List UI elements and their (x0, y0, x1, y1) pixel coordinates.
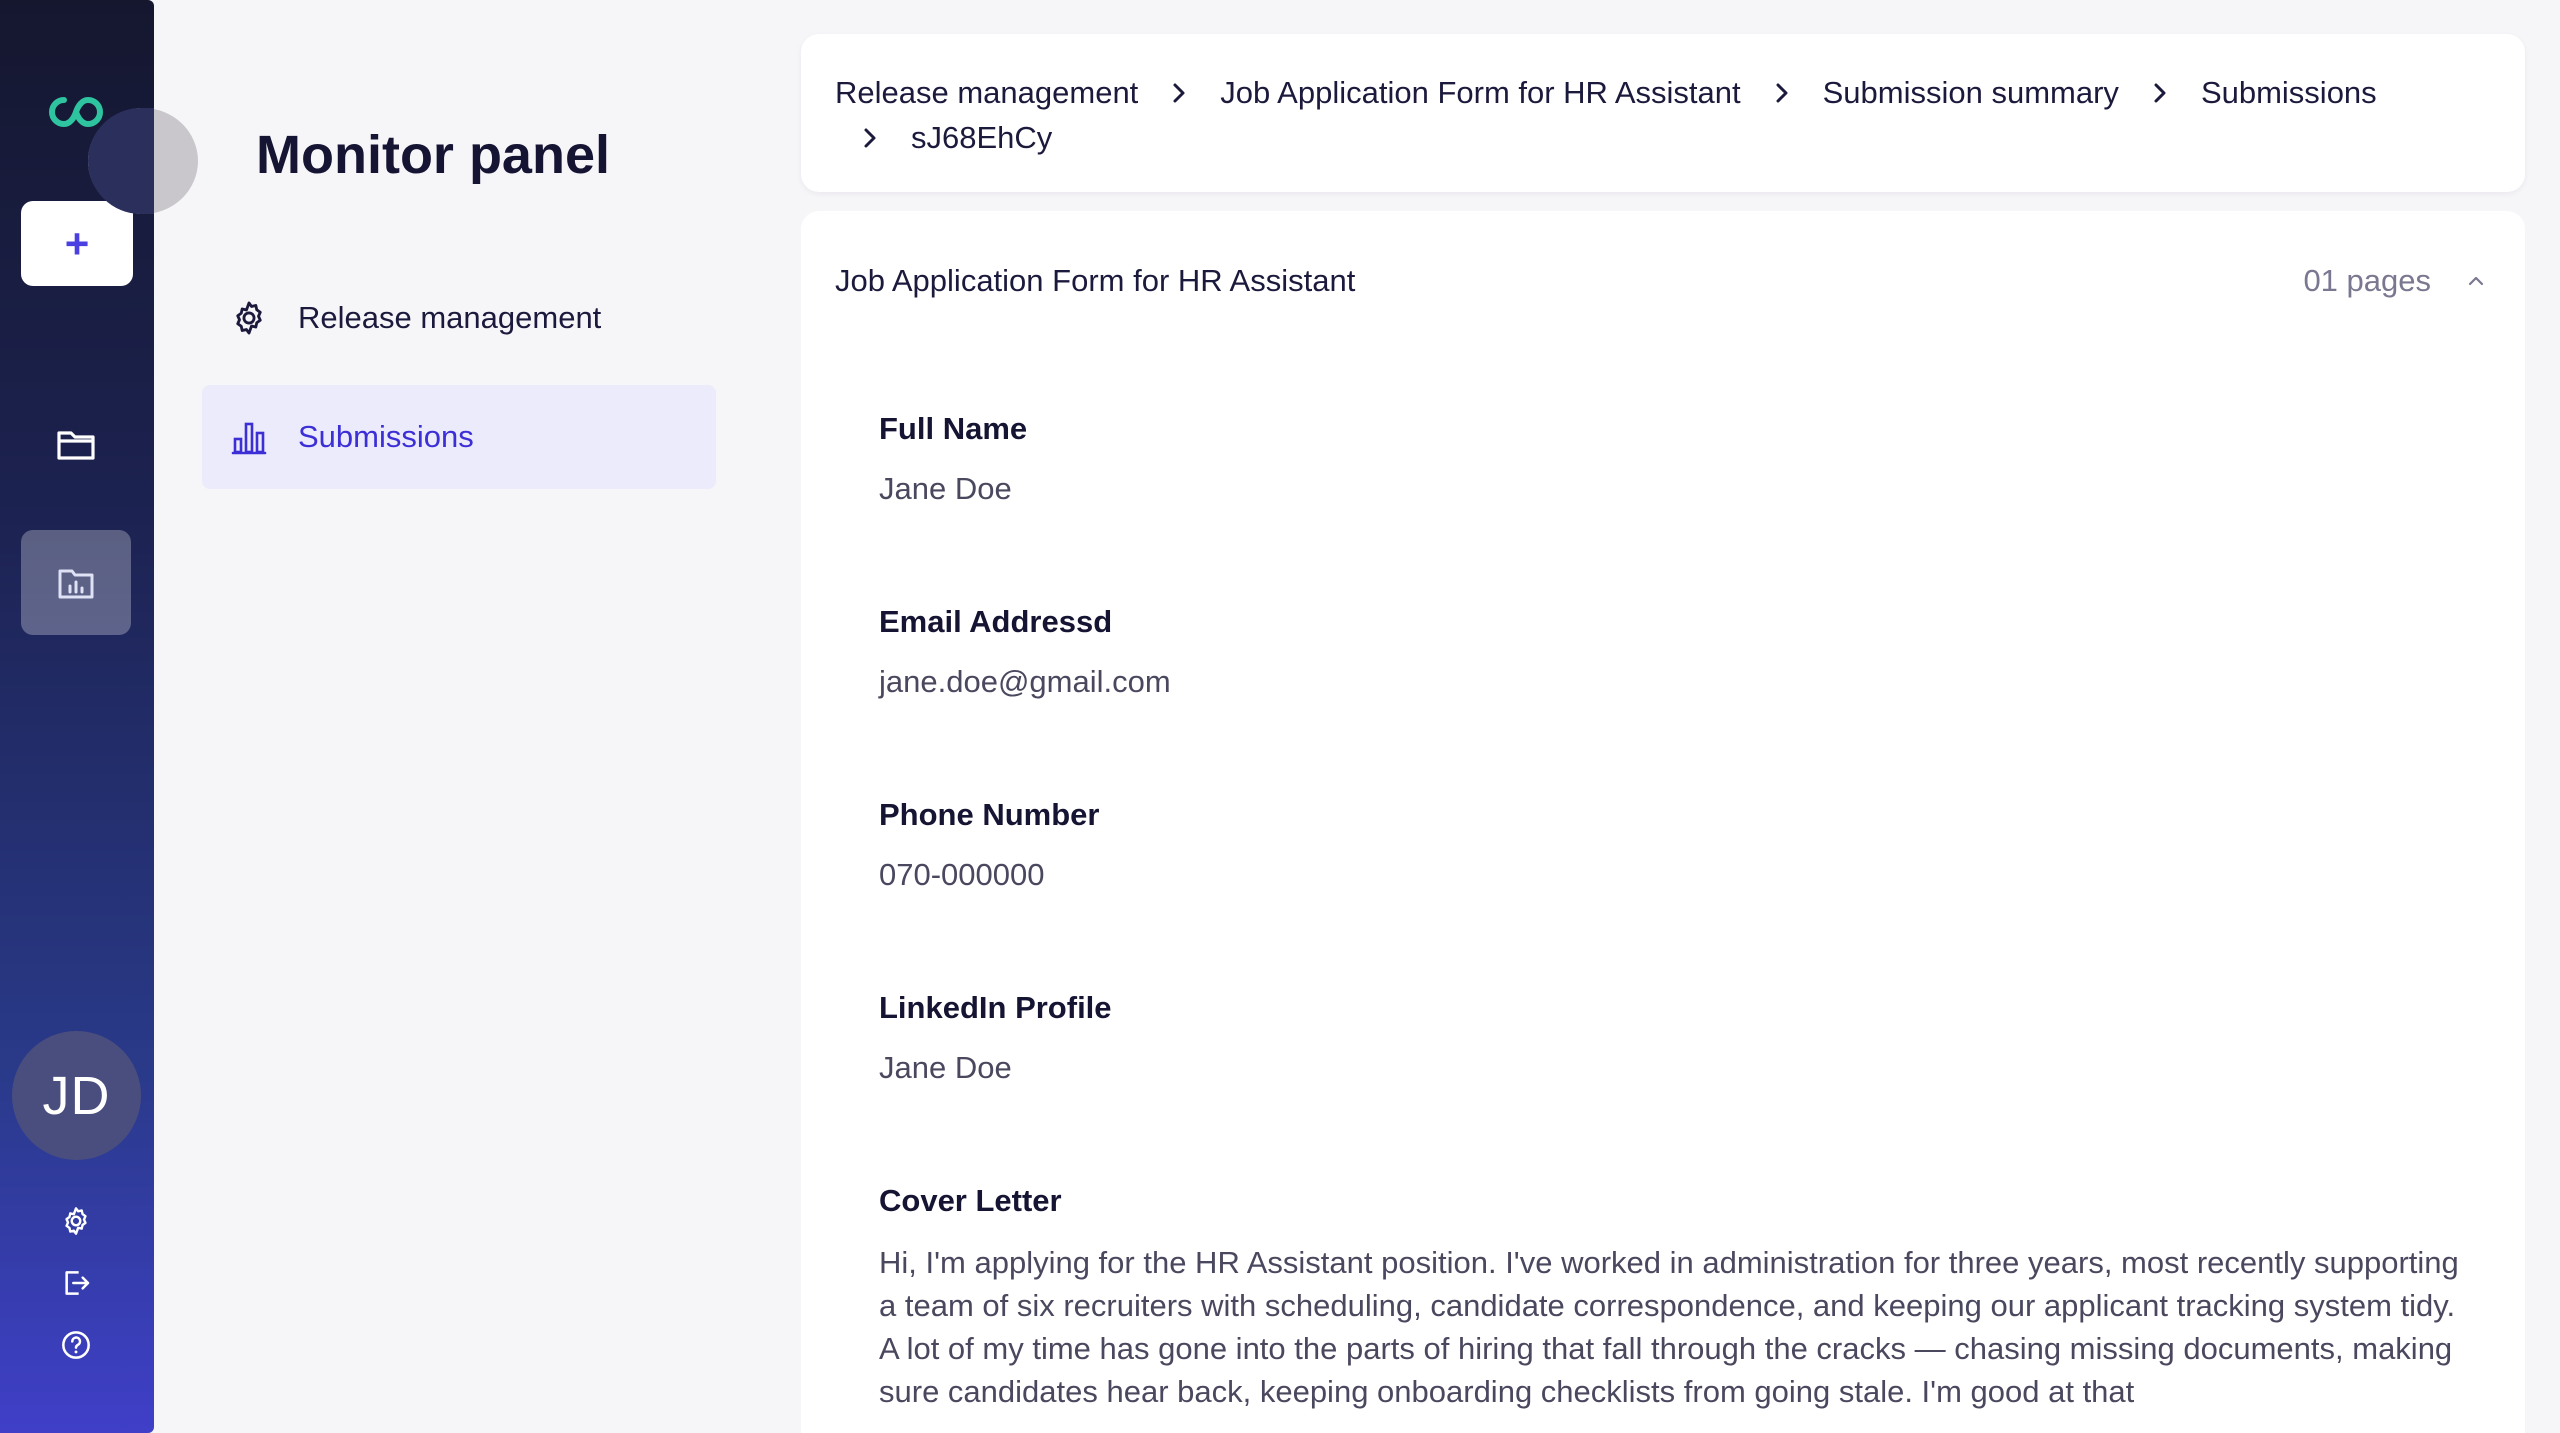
chevron-right-icon (2119, 81, 2201, 105)
field-linkedin (879, 990, 2459, 1086)
chevron-right-icon (1138, 81, 1220, 105)
field-value: jane.doe@gmail.com (879, 664, 1171, 699)
breadcrumb-item-current: sJ68EhCy (911, 120, 1053, 155)
logout-icon[interactable] (55, 1262, 97, 1304)
card-header[interactable] (801, 211, 2525, 351)
breadcrumb (801, 34, 2525, 192)
left-rail (0, 0, 154, 1433)
panel-title: Monitor panel (256, 125, 610, 185)
submission-card (801, 211, 2525, 1433)
field-label: LinkedIn Profile (879, 990, 1112, 1025)
avatar[interactable] (12, 1031, 141, 1160)
gear-icon (228, 297, 270, 339)
page-count: 01 pages (2303, 263, 2431, 298)
field-email (879, 604, 2459, 700)
field-label: Cover Letter (879, 1183, 1062, 1218)
field-full-name (879, 411, 2459, 507)
reports-icon[interactable] (21, 530, 131, 635)
infinity-logo-icon[interactable] (48, 94, 104, 130)
breadcrumb-item-release-management[interactable]: Release management (835, 75, 1139, 110)
chevron-up-icon[interactable] (2461, 266, 2491, 296)
breadcrumb-item-submissions[interactable]: Submissions (2200, 75, 2377, 110)
nav-item-submissions[interactable] (202, 385, 716, 489)
create-new-button[interactable] (21, 201, 133, 286)
nav-item-release-management[interactable] (202, 266, 716, 370)
chevron-right-icon (1741, 81, 1823, 105)
breadcrumb-item-form[interactable]: Job Application Form for HR Assistant (1220, 75, 1741, 110)
gear-icon[interactable] (55, 1200, 97, 1242)
chevron-right-icon (861, 126, 911, 150)
field-value: Jane Doe (879, 1050, 1012, 1085)
field-value: 070-000000 (879, 857, 1045, 892)
breadcrumb-item-submission-summary[interactable]: Submission summary (1822, 75, 2119, 110)
field-label: Full Name (879, 411, 1028, 446)
field-label: Phone Number (879, 797, 1100, 832)
plus-icon: + (64, 219, 90, 267)
field-value: Jane Doe (879, 471, 1012, 506)
field-phone (879, 797, 2459, 893)
folder-icon[interactable] (43, 419, 109, 469)
nav-item-label: Release management (298, 300, 602, 335)
avatar-initials: JD (42, 1065, 111, 1126)
field-cover-letter (879, 1183, 2459, 1413)
field-value: Hi, I'm applying for the HR Assistant position. I've worked in administration for three years, most recently supporting a team of six recruiters with scheduling, candidate correspondence, and keeping our applicant tracking system tidy. A lot of my time has gone into the parts of hiring that fall through the cracks — chasing missing documents, making sure candidates hear back, keeping onboarding checklists from going stale. I'm good at that (879, 1245, 2459, 1409)
bar-chart-icon (228, 416, 270, 458)
field-label: Email Addressd (879, 604, 1113, 639)
nav-item-label: Submissions (298, 419, 474, 454)
help-icon[interactable] (55, 1324, 97, 1366)
form-title: Job Application Form for HR Assistant (835, 263, 1356, 298)
